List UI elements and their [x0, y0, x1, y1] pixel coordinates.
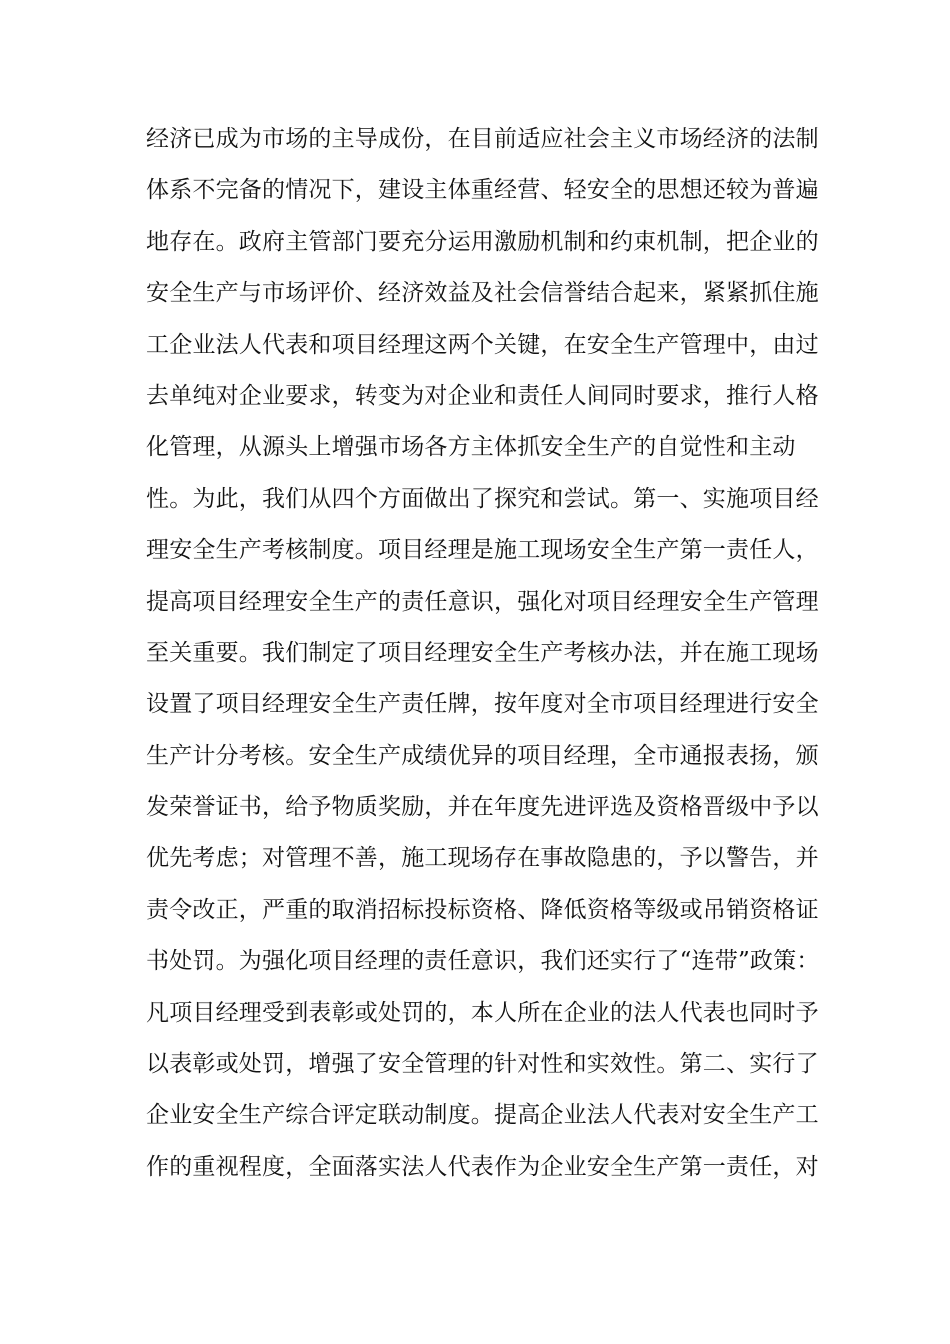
text-line: 作的重视程度，全面落实法人代表作为企业安全生产第一责任，对: [146, 1153, 819, 1180]
text-line: 提高项目经理安全生产的责任意识，强化对项目经理安全生产管理: [146, 588, 819, 615]
text-line: 设置了项目经理安全生产责任牌，按年度对全市项目经理进行安全: [146, 691, 819, 718]
text-line: 理安全生产考核制度。项目经理是施工现场安全生产第一责任人，: [146, 537, 819, 564]
text-line: 安全生产与市场评价、经济效益及社会信誉结合起来，紧紧抓住施: [146, 280, 819, 307]
text-line: 体系不完备的情况下，建设主体重经营、轻安全的思想还较为普遍: [146, 177, 819, 204]
text-line: 发荣誉证书，给予物质奖励，并在年度先进评选及资格晋级中予以: [146, 794, 819, 821]
text-line: 化管理，从源头上增强市场各方主体抓安全生产的自觉性和主动: [146, 434, 796, 461]
text-line: 凡项目经理受到表彰或处罚的，本人所在企业的法人代表也同时予: [146, 999, 819, 1026]
text-line: 经济已成为市场的主导成份，在目前适应社会主义市场经济的法制: [146, 126, 819, 152]
text-line: 至关重要。我们制定了项目经理安全生产考核办法，并在施工现场: [146, 639, 819, 666]
text-line: 优先考虑；对管理不善，施工现场存在事故隐患的，予以警告，并: [146, 845, 819, 872]
text-line: 企业安全生产综合评定联动制度。提高企业法人代表对安全生产工: [146, 1102, 819, 1129]
body-text: [146, 114, 820, 1193]
text-line: 书处罚。为强化项目经理的责任意识，我们还实行了“连带”政策：: [146, 948, 820, 975]
text-line: 生产计分考核。安全生产成绩优异的项目经理，全市通报表扬，颁: [146, 742, 819, 769]
text-line: 责令改正，严重的取消招标投标资格、降低资格等级或吊销资格证: [146, 896, 819, 923]
text-line: 以表彰或处罚，增强了安全管理的针对性和实效性。第二、实行了: [146, 1051, 819, 1078]
text-line: 性。为此，我们从四个方面做出了探究和尝试。第一、实施项目经: [146, 485, 819, 512]
text-line: 去单纯对企业要求，转变为对企业和责任人间同时要求，推行人格: [146, 382, 819, 409]
text-line: 地存在。政府主管部门要充分运用激励机制和约束机制，把企业的: [146, 228, 819, 255]
text-line: 工企业法人代表和项目经理这两个关键，在安全生产管理中，由过: [146, 331, 819, 358]
